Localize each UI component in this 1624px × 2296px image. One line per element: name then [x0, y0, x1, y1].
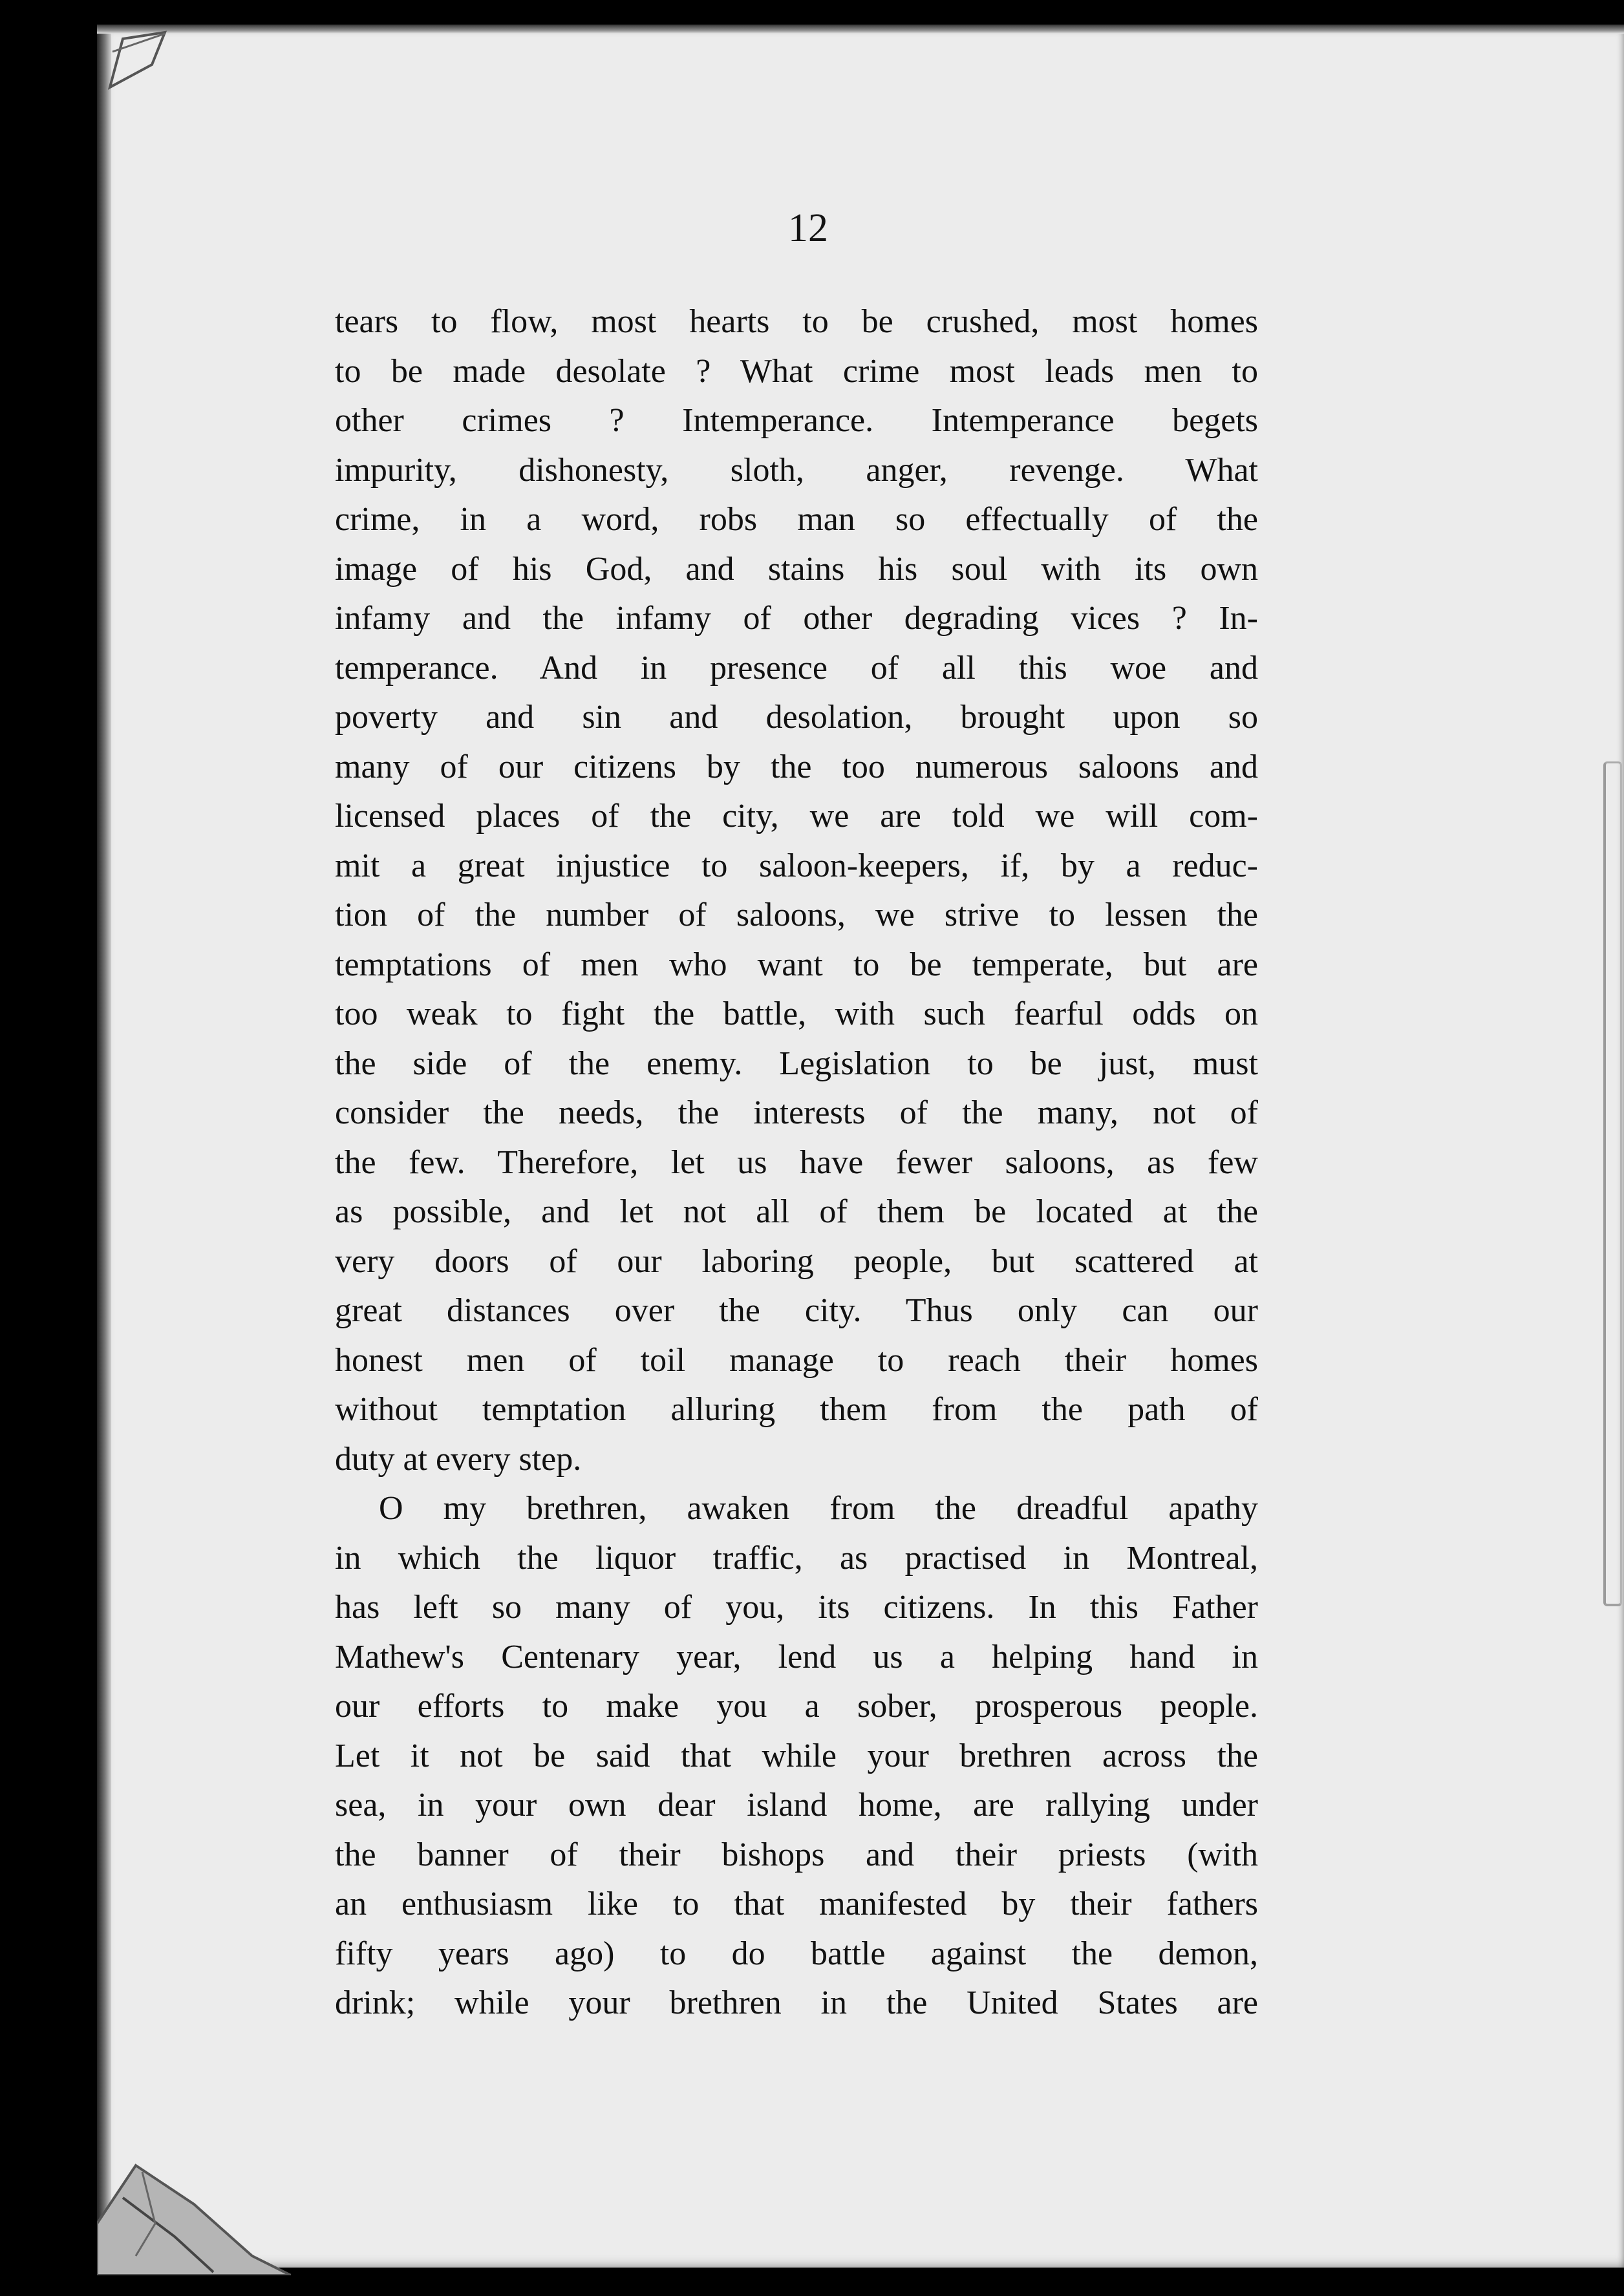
text-line: the side of the enemy. Legislation to be just, must: [335, 1045, 1258, 1082]
text-line: crime, in a word, robs man so effectually of the: [335, 501, 1258, 538]
text-line: poverty and sin and desolation, brought upon so: [335, 699, 1258, 736]
text-line: our efforts to make you a sober, prosperous people.: [335, 1688, 1258, 1725]
torn-corner-bottom-icon: [97, 2127, 291, 2275]
text-line: too weak to fight the battle, with such fearful odds on: [335, 995, 1258, 1032]
text-line: Let it not be said that while your brethren across the: [335, 1737, 1258, 1774]
text-line: sea, in your own dear island home, are rallying under: [335, 1787, 1258, 1823]
text-line: duty at every step.: [335, 1440, 582, 1478]
text-line: Mathew's Centenary year, lend us a helping hand in: [335, 1638, 1258, 1675]
text-line: drink; while your brethren in the United States are: [335, 1984, 1258, 2021]
text-line: many of our citizens by the too numerous saloons and: [335, 748, 1258, 785]
text-line: very doors of our laboring people, but scattered at: [335, 1242, 1258, 1280]
text-line: without temptation alluring them from the path of: [335, 1391, 1258, 1428]
text-line: has left so many of you, its citizens. In this Father: [335, 1589, 1258, 1626]
text-line: an enthusiasm like to that manifested by their fathers: [335, 1886, 1258, 1922]
text-line: mit a great injustice to saloon-keepers, if, by a reduc-: [335, 847, 1258, 884]
text-line: licensed places of the city, we are told we will com-: [335, 798, 1258, 834]
page-number: 12: [788, 206, 828, 250]
text-line: honest men of toil manage to reach their homes: [335, 1341, 1258, 1379]
text-line: as possible, and let not all of them be located at the: [335, 1193, 1258, 1230]
text-line: impurity, dishonesty, sloth, anger, revenge. What: [335, 451, 1258, 489]
text-line: in which the liquor traffic, as practised in Montreal,: [335, 1539, 1258, 1577]
text-line: tion of the number of saloons, we strive to lessen the: [335, 897, 1258, 933]
text-line: other crimes ? Intemperance. Intemperance begets: [335, 402, 1258, 439]
text-line: tears to flow, most hearts to be crushed, most homes: [335, 303, 1258, 340]
text-line: temperance. And in presence of all this woe and: [335, 649, 1258, 686]
text-line: consider the needs, the interests of the many, not of: [335, 1094, 1258, 1131]
text-line: to be made desolate ? What crime most leads men to: [335, 352, 1258, 390]
page-edge-top: [97, 25, 1624, 34]
page-edge-left: [97, 25, 111, 2268]
text-line: temptations of men who want to be temperate, but are: [335, 946, 1258, 983]
body-text: [335, 297, 1258, 2028]
text-line: infamy and the infamy of other degrading vices ? In-: [335, 600, 1258, 637]
fold-mark: [1603, 761, 1622, 1606]
text-line: great distances over the city. Thus only can our: [335, 1292, 1258, 1329]
text-line: image of his God, and stains his soul with its own: [335, 550, 1258, 588]
text-line: fifty years ago) to do battle against the demon,: [335, 1935, 1258, 1972]
text-line: the banner of their bishops and their priests (with: [335, 1836, 1258, 1873]
text-line: the few. Therefore, let us have fewer saloons, as few: [335, 1143, 1258, 1181]
torn-corner-top-icon: [103, 26, 175, 97]
text-line: O my brethren, awaken from the dreadful apathy: [379, 1490, 1258, 1527]
